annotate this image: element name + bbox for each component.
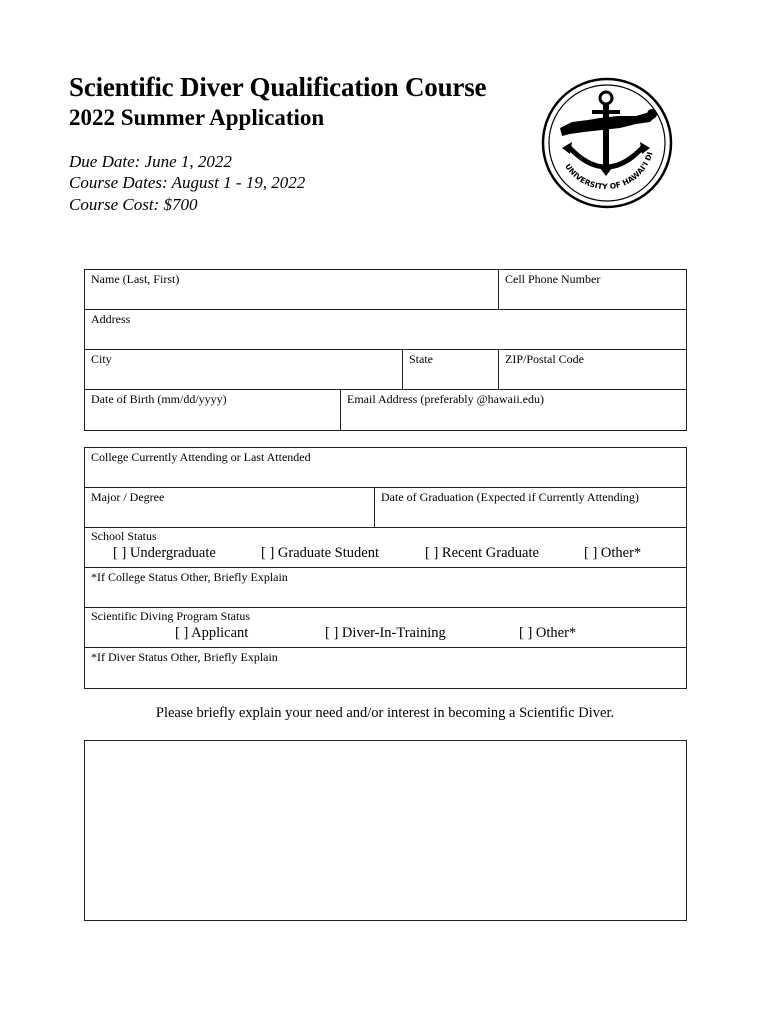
- diving-status-label: Scientific Diving Program Status: [91, 609, 250, 623]
- personal-info-form: [84, 269, 687, 431]
- state-label: State: [409, 352, 433, 366]
- form-title: Scientific Diver Qualification Course: [69, 72, 487, 102]
- anchor-diver-seal-icon: [540, 76, 674, 210]
- major-field[interactable]: [85, 488, 375, 527]
- dob-label: Date of Birth (mm/dd/yyyy): [91, 392, 227, 406]
- graduation-date-label: Date of Graduation (Expected if Currently Attending): [381, 490, 639, 504]
- name-field[interactable]: [85, 270, 499, 309]
- state-field[interactable]: [403, 350, 499, 389]
- cell-phone-label: Cell Phone Number: [505, 272, 601, 286]
- due-date: Due Date: June 1, 2022: [69, 152, 232, 171]
- course-dates: Course Dates: August 1 - 19, 2022: [69, 173, 306, 192]
- interest-prompt: Please briefly explain your need and/or interest in becoming a Scientific Diver.: [155, 705, 615, 721]
- email-field[interactable]: [341, 390, 686, 430]
- zip-label: ZIP/Postal Code: [505, 352, 585, 366]
- interest-answer-box[interactable]: [84, 740, 687, 921]
- email-label: Email Address (preferably @hawaii.edu): [347, 392, 544, 406]
- status-option-other[interactable]: [ ] Other*: [584, 545, 642, 561]
- cell-phone-field[interactable]: [499, 270, 686, 309]
- college-status-other-field[interactable]: [85, 568, 686, 607]
- college-status-other-label: *If College Status Other, Briefly Explain: [91, 570, 288, 584]
- school-status-field: [85, 528, 686, 567]
- diving-option-other[interactable]: [ ] Other*: [519, 625, 577, 641]
- name-label: Name (Last, First): [91, 272, 180, 286]
- zip-field[interactable]: [499, 350, 686, 389]
- college-label: College Currently Attending or Last Attended: [91, 450, 311, 464]
- address-label: Address: [91, 312, 131, 326]
- city-label: City: [91, 352, 112, 366]
- course-cost: Course Cost: $700: [69, 195, 198, 214]
- college-field[interactable]: [85, 448, 686, 487]
- diving-option-diver-in-training[interactable]: [ ] Diver-In-Training: [325, 625, 446, 641]
- major-label: Major / Degree: [91, 490, 165, 504]
- svg-text:UNIVERSITY OF HAWAI'I DIVING S: UNIVERSITY OF HAWAI'I DI: [563, 150, 655, 192]
- diver-status-other-label: *If Diver Status Other, Briefly Explain: [91, 650, 278, 664]
- form-subtitle: 2022 Summer Application: [69, 105, 325, 130]
- city-field[interactable]: [85, 350, 403, 389]
- status-option-undergraduate[interactable]: [ ] Undergraduate: [113, 545, 216, 561]
- dob-field[interactable]: [85, 390, 341, 430]
- school-status-label: School Status: [91, 529, 157, 543]
- diving-option-applicant[interactable]: [ ] Applicant: [175, 625, 249, 641]
- status-option-recent-graduate[interactable]: [ ] Recent Graduate: [425, 545, 539, 561]
- status-option-graduate-student[interactable]: [ ] Graduate Student: [261, 545, 379, 561]
- diving-status-field: [85, 608, 686, 647]
- school-info-form: [84, 447, 687, 689]
- address-field[interactable]: [85, 310, 686, 349]
- graduation-date-field[interactable]: [375, 488, 686, 527]
- diver-status-other-field[interactable]: [85, 648, 686, 688]
